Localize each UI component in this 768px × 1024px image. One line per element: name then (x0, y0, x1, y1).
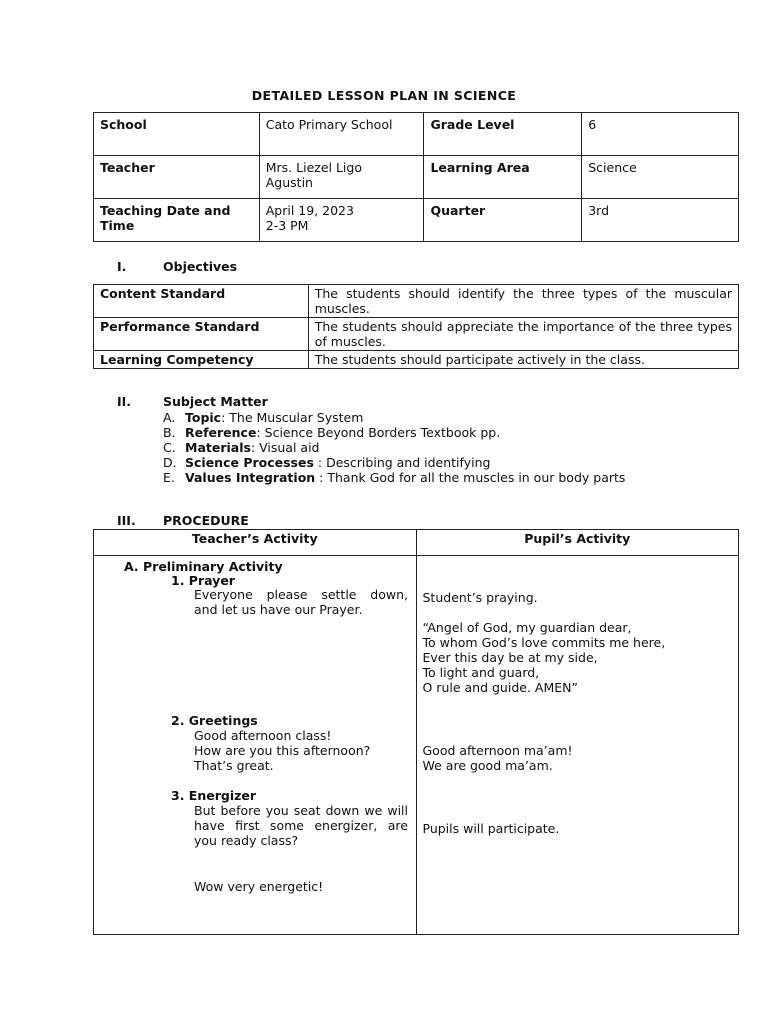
list-item: D. Science Processes : Describing and identifying (163, 455, 491, 470)
objective-label: Content Standard (94, 285, 309, 318)
energizer-heading: 3. Energizer (171, 788, 257, 803)
energizer-teacher-text: But before you seat down we will have first some energizer, are you ready class? (194, 803, 408, 848)
prayer-teacher-text: Everyone please settle down, and let us have our Prayer. (194, 587, 408, 617)
objectives-table (93, 284, 739, 369)
date-value: April 19, 2023 2-3 PM (259, 199, 424, 242)
grade-value: 6 (582, 113, 739, 156)
energizer-teacher-closing: Wow very energetic! (194, 879, 324, 894)
quarter-value: 3rd (582, 199, 739, 242)
teacher-activity-cell (94, 556, 417, 935)
objective-label: Performance Standard (94, 318, 309, 351)
objective-text: The students should identify the three types of the muscular muscles. (308, 285, 738, 318)
prayer-heading: 1. Prayer (171, 573, 235, 588)
subject-matter-list (163, 410, 625, 485)
lesson-info-table (93, 112, 739, 242)
document-title: DETAILED LESSON PLAN IN SCIENCE (251, 88, 517, 103)
list-item: A. Topic: The Muscular System (163, 410, 364, 425)
preliminary-activity-heading: A. Preliminary Activity (124, 559, 283, 574)
prayer-pupil-text: Student’s praying. (422, 590, 538, 605)
grade-label: Grade Level (424, 113, 582, 156)
date-label: Teaching Date and Time (94, 199, 260, 242)
area-label: Learning Area (424, 156, 582, 199)
pupil-activity-header: Pupil’s Activity (416, 530, 739, 556)
objective-text: The students should participate actively in the class. (308, 351, 738, 369)
school-label: School (94, 113, 260, 156)
pupil-activity-cell (416, 556, 739, 935)
list-item: B. Reference: Science Beyond Borders Textbook pp. (163, 425, 501, 440)
objective-label: Learning Competency (94, 351, 309, 369)
teacher-value: Mrs. Liezel Ligo Agustin (259, 156, 424, 199)
energizer-pupil-text: Pupils will participate. (422, 821, 560, 836)
list-item: C. Materials: Visual aid (163, 440, 320, 455)
area-value: Science (582, 156, 739, 199)
teacher-activity-header: Teacher’s Activity (94, 530, 417, 556)
greetings-teacher-text: Good afternoon class! How are you this afternoon? That’s great. (194, 728, 371, 773)
greetings-pupil-text: Good afternoon ma’am! We are good ma’am. (422, 743, 573, 773)
procedure-table (93, 529, 739, 935)
teacher-label: Teacher (94, 156, 260, 199)
objective-text: The students should appreciate the importance of the three types of muscles. (308, 318, 738, 351)
greetings-heading: 2. Greetings (171, 713, 258, 728)
list-item: E. Values Integration : Thank God for all the muscles in our body parts (163, 470, 626, 485)
school-value: Cato Primary School (259, 113, 424, 156)
prayer-verse: “Angel of God, my guardian dear, To whom God’s love commits me here, Ever this day be at my side, To light and guard, O rule and guide. AMEN” (422, 620, 666, 695)
quarter-label: Quarter (424, 199, 582, 242)
